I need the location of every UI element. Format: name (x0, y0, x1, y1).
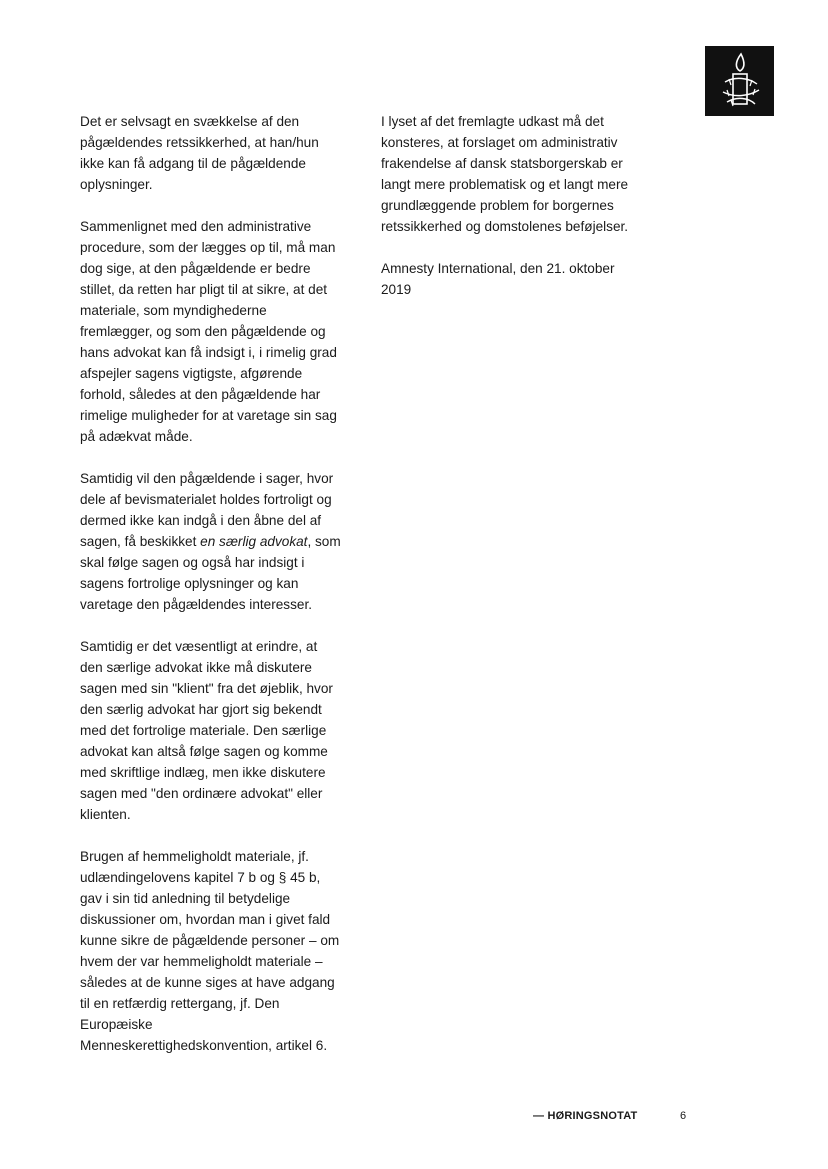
right-column (381, 111, 643, 321)
paragraph: Brugen af hemmeligholdt materiale, jf. udlændingelovens kapitel 7 b og § 45 b, gav i sin tid anledning til betydelige diskussioner om, hvordan man i givet fald kunne sikre de pågældende personer – om hvem der var hemmeligholdt materiale – således at de kunne siges at have adgang til en retfærdig rettergang, jf. Den Europæiske Menneskerettighedskonvention, artikel 6. (80, 849, 340, 1053)
footer-label: — HØRINGSNOTAT (533, 1110, 638, 1122)
page-number: 6 (680, 1110, 687, 1122)
paragraph: Samtidig er det væsentligt at erindre, at den særlige advokat ikke må diskutere sagen med sin "klient" fra det øjeblik, hvor den særlig advokat har gjort sig bekendt med det fortrolige materiale. Den særlige advokat kan altså følge sagen og komme med skriftlige indlæg, men ikke diskutere sagen med "den ordinære advokat" eller klienten. (80, 639, 333, 822)
amnesty-logo (705, 46, 774, 116)
candle-barbed-wire-icon (705, 46, 774, 116)
emphasized-term: en særlig advokat (200, 534, 308, 549)
left-column (80, 111, 342, 1077)
paragraph-text: , som skal følge sagen og også har indsigt i sagens fortrolige oplysninger og kan varetage den pågældendes interesser. (80, 534, 341, 612)
paragraph: Det er selvsagt en svækkelse af den pågældendes retssikkerhed, at han/hun ikke kan få adgang til de pågældende oplysninger. (80, 114, 319, 192)
paragraph (80, 468, 342, 615)
paragraph: Sammenlignet med den administrative procedure, som der lægges op til, må man dog sige, at den pågældende er bedre stillet, da retten har pligt til at sikre, at det materiale, som myndighederne fremlægger, og som den pågældende og hans advokat kan få indsigt i, i rimelig grad afspejler sagens vigtigste, afgørende forhold, således at den pågældende har rimelige muligheder for at varetage sin sag på adækvat måde. (80, 219, 337, 444)
paragraph: I lyset af det fremlagte udkast må det konsteres, at forslaget om administrativ frakendelse af dansk statsborgerskab er langt mere problematisk og et langt mere grundlæggende problem for borgernes retssikkerhed og domstolenes beføjelser. (381, 114, 629, 234)
paragraph-text: Samtidig vil den pågældende i sager, hvor dele af bevismaterialet holdes fortroligt og dermed ikke kan indgå i den åbne del af sagen, få beskikket (80, 471, 334, 549)
signature-line: Amnesty International, den 21. oktober 2019 (381, 261, 615, 297)
